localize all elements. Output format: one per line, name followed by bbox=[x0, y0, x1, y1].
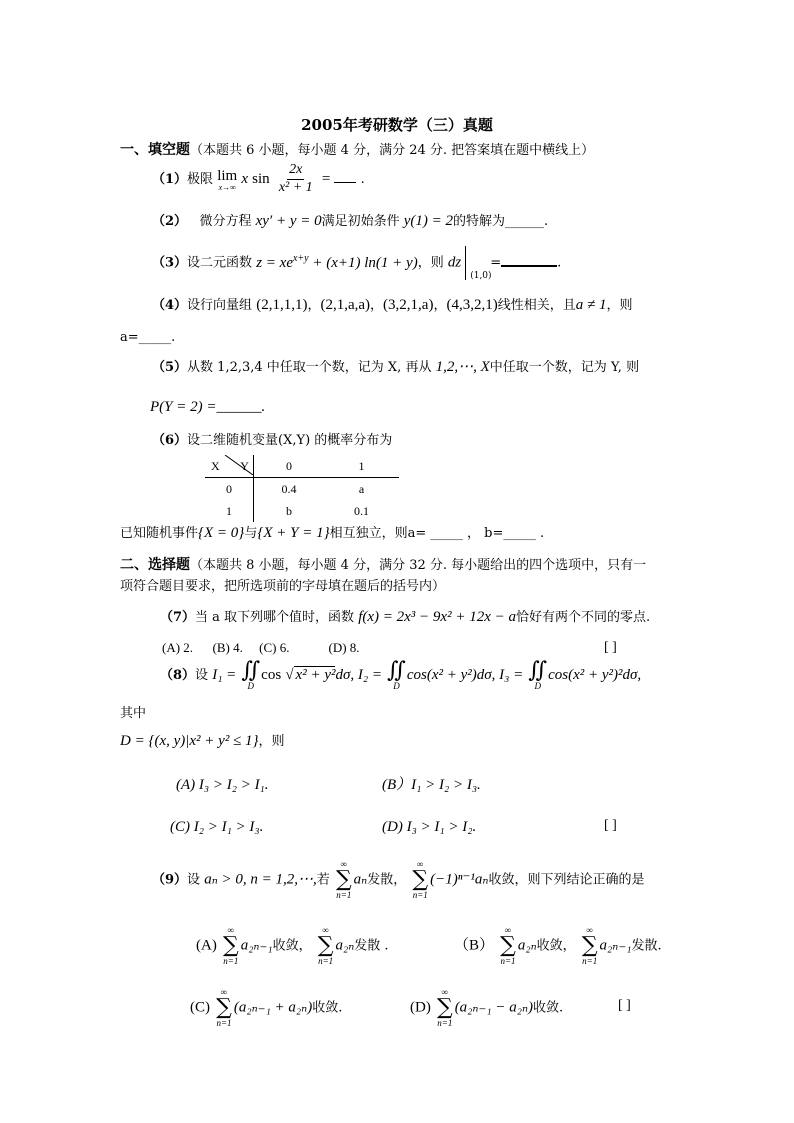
sum-bottom: n=1 bbox=[318, 956, 334, 966]
q8-answer-bracket[interactable]: [ ] bbox=[604, 818, 617, 833]
q9-label-c: (C) bbox=[190, 999, 210, 1016]
sigma-icon: ∑ bbox=[412, 867, 429, 892]
q5-text2: 中任取一个数，记为 Y, 则 bbox=[489, 360, 640, 375]
sum-bottom: n=1 bbox=[336, 890, 352, 900]
q9-a-series-2: a₂ₙ bbox=[335, 937, 355, 954]
q7-answer-bracket[interactable]: [ ] bbox=[604, 640, 617, 655]
q9-option-b[interactable] bbox=[454, 926, 662, 966]
q9-label-d: (D) bbox=[410, 999, 431, 1016]
q3-text1: 设二元函数 bbox=[187, 255, 253, 271]
q3-eval-bar bbox=[465, 246, 490, 280]
sum-top: ∞ bbox=[220, 987, 228, 997]
sigma-icon: ∑ bbox=[216, 995, 232, 1020]
q9-sum-c bbox=[216, 988, 232, 1028]
q7-option-d[interactable]: (D) 8. bbox=[328, 640, 360, 655]
q6-number: （6） bbox=[152, 433, 188, 448]
q3-number: （3） bbox=[152, 255, 188, 271]
row-label-0: 0 bbox=[205, 478, 254, 501]
q9-option-d[interactable] bbox=[410, 988, 563, 1028]
q9-text4: 收敛，则下列结论正确的是 bbox=[488, 872, 645, 888]
q9-sum-2 bbox=[412, 860, 428, 900]
sum-top: ∞ bbox=[586, 925, 593, 935]
q4-condition: a ≠ 1 bbox=[575, 297, 607, 313]
cell-1-0: b bbox=[286, 503, 292, 518]
q8-i3: cos(x² + y²)²dσ, bbox=[548, 667, 642, 683]
cell-0-0: 0.4 bbox=[281, 481, 297, 496]
double-integral-icon: ∬ bbox=[241, 658, 261, 683]
q3-answer-blank[interactable] bbox=[501, 265, 557, 267]
q1-lim-word: lim bbox=[217, 167, 238, 184]
q8-domain-set: D = {(x, y)|x² + y² ≤ 1} bbox=[120, 733, 259, 749]
q8-domain-def bbox=[120, 732, 285, 750]
q9-option-c[interactable] bbox=[190, 988, 342, 1028]
q9-a-series-1: a₂ₙ₋₁ bbox=[240, 937, 273, 954]
q1-fraction bbox=[277, 162, 315, 197]
q2-condition: y(1) = 2 bbox=[403, 213, 454, 229]
q9-b-text-2: 发散. bbox=[631, 938, 662, 954]
row-label-1: 1 bbox=[205, 500, 254, 522]
question-1 bbox=[152, 162, 365, 197]
q8-then: ，则 bbox=[258, 734, 285, 749]
q5-text: 从数 1,2,3,4 中任取一个数，记为 X, 再从 bbox=[187, 360, 432, 375]
q2-number: （2） bbox=[152, 214, 188, 229]
q8-sqrt-icon: √ bbox=[285, 667, 294, 683]
q2-text2: 满足初始条件 bbox=[321, 214, 400, 229]
q8-i1-tail: dσ, I₂ = bbox=[335, 667, 382, 683]
sum-top: ∞ bbox=[322, 925, 329, 935]
q5-answer-line: P(Y = 2) =______. bbox=[150, 399, 266, 415]
sigma-icon: ∑ bbox=[335, 867, 352, 892]
q9-sum-1 bbox=[336, 860, 352, 900]
q8-integral-2 bbox=[387, 660, 406, 691]
q9-option-a[interactable] bbox=[196, 926, 389, 966]
q8-option-b[interactable]: (B）I₁ > I₂ > I₃. bbox=[382, 777, 481, 793]
section2-desc-cont: 项符合题目要求，把所选项前的字母填在题后的括号内） bbox=[120, 579, 446, 594]
sum-top: ∞ bbox=[227, 925, 235, 935]
q9-answer-bracket[interactable]: [ ] bbox=[618, 998, 631, 1013]
q4-vector-3: (3,2,1,a) bbox=[383, 297, 434, 313]
q9-series-1: aₙ bbox=[353, 871, 368, 888]
sum-top: ∞ bbox=[340, 859, 347, 869]
q1-equals: = bbox=[321, 170, 331, 187]
question-6 bbox=[152, 433, 392, 449]
question-8 bbox=[160, 660, 641, 691]
q9-c-series: (a₂ₙ₋₁ + a₂ₙ) bbox=[233, 999, 313, 1016]
sum-bottom: n=1 bbox=[582, 956, 598, 966]
q2-equation: xy′ + y = 0 bbox=[255, 213, 322, 229]
sigma-icon: ∑ bbox=[581, 933, 598, 958]
double-integral-icon: ∬ bbox=[528, 658, 548, 683]
sum-bottom: n=1 bbox=[216, 1018, 232, 1028]
q1-answer-blank[interactable] bbox=[334, 182, 356, 183]
sum-bottom: n=1 bbox=[437, 1018, 453, 1028]
question-2 bbox=[152, 212, 548, 230]
q7-text: 当 a 取下列哪个值时，函数 bbox=[195, 610, 355, 625]
q8-i1-label: I₁ = bbox=[212, 667, 237, 683]
q3-func-exp: x+y bbox=[292, 252, 309, 264]
q7-function: f(x) = 2x³ − 9x² + 12x − a bbox=[358, 609, 516, 625]
q7-number: （7） bbox=[160, 610, 196, 625]
page-title: 2005年考研数学（三）真题 bbox=[301, 116, 493, 134]
question-3 bbox=[152, 246, 561, 280]
q8-option-c[interactable]: (C) I₂ > I₁ > I₃. bbox=[170, 819, 264, 835]
section1-desc: （本题共 6 小题，每小题 4 分，满分 24 分. 把答案填在题中横线上） bbox=[190, 143, 595, 158]
q3-func-a: z = xe bbox=[256, 254, 293, 271]
section1-title: 一、填空题 bbox=[120, 142, 190, 158]
question-5 bbox=[152, 358, 639, 376]
q3-text2: ，则 bbox=[417, 255, 444, 271]
sum-top: ∞ bbox=[504, 925, 512, 935]
q1-text: 极限 bbox=[187, 171, 214, 187]
q8-cos-1: cos bbox=[261, 667, 282, 683]
sigma-icon: ∑ bbox=[222, 933, 239, 958]
q3-func-b: + (x+1) ln(1 + y) bbox=[308, 254, 418, 271]
probability-table bbox=[205, 455, 399, 522]
sum-bottom: n=1 bbox=[223, 956, 239, 966]
q7-text2: 恰好有两个不同的零点. bbox=[515, 610, 651, 625]
q9-text: 设 bbox=[187, 872, 201, 888]
q9-d-series: (a₂ₙ₋₁ − a₂ₙ) bbox=[454, 999, 534, 1016]
q8-domain-3: D bbox=[534, 681, 541, 691]
corner-y: Y bbox=[240, 458, 249, 473]
q9-label-a: (A) bbox=[196, 937, 217, 954]
table-row bbox=[205, 500, 399, 522]
q8-option-d[interactable]: (D) I₃ > I₁ > I₂. bbox=[382, 819, 477, 835]
q7-options bbox=[162, 640, 360, 656]
q6-text: 设二维随机变量(X,Y) 的概率分布为 bbox=[187, 433, 393, 448]
q8-sqrt-content: x² + y² bbox=[295, 667, 336, 683]
q8-i2: cos(x² + y²)dσ, I₃ = bbox=[406, 667, 524, 683]
q7-option-a[interactable]: (A) 2. bbox=[162, 640, 194, 655]
q3-eq: = bbox=[490, 255, 502, 271]
q4-vector-4: (4,3,2,1) bbox=[446, 297, 498, 313]
q1-denominator: x² + 1 bbox=[278, 179, 313, 195]
q7-option-c[interactable]: (C) 6. bbox=[259, 640, 290, 655]
sum-top: ∞ bbox=[417, 859, 424, 869]
sigma-icon: ∑ bbox=[317, 933, 334, 958]
q8-where: 其中 bbox=[120, 706, 147, 721]
q9-text2: 若 bbox=[316, 872, 330, 888]
q4-text2: 线性相关，且 bbox=[497, 298, 576, 313]
table-header-row bbox=[205, 455, 399, 478]
col-header-0: 0 bbox=[254, 455, 325, 478]
q6-event-2: {X + Y = 1} bbox=[257, 525, 330, 541]
q1-sin: sin bbox=[252, 170, 270, 187]
q6-event-1: {X = 0} bbox=[198, 525, 245, 541]
q9-d-text: 收敛. bbox=[533, 1000, 564, 1016]
q9-sum-d bbox=[437, 988, 453, 1028]
q9-sum-b1 bbox=[500, 926, 516, 966]
q9-sum-a2 bbox=[318, 926, 334, 966]
q4-number: （4） bbox=[152, 298, 188, 313]
q9-c-text: 收敛. bbox=[312, 1000, 343, 1016]
q3-dz: dz bbox=[447, 254, 462, 271]
col-header-1: 1 bbox=[324, 455, 399, 478]
q9-label-b: （B） bbox=[454, 937, 495, 954]
q4-vector-1: (2,1,1,1) bbox=[256, 297, 308, 313]
double-integral-icon: ∬ bbox=[387, 658, 406, 683]
section1-heading bbox=[120, 142, 594, 159]
q9-a-text-1: 收敛， bbox=[272, 938, 312, 954]
sum-top: ∞ bbox=[441, 987, 449, 997]
q5-sequence: 1,2,⋯, X bbox=[435, 359, 490, 375]
q6-with: 与 bbox=[244, 526, 258, 541]
table-corner bbox=[205, 455, 254, 478]
q8-domain-1: D bbox=[247, 681, 255, 691]
sigma-icon: ∑ bbox=[436, 995, 453, 1020]
q3-point: (1,0) bbox=[470, 271, 492, 282]
q9-text3: 发散， bbox=[367, 872, 407, 888]
q2-text1: 微分方程 bbox=[199, 214, 252, 229]
q4-text3: ，则 bbox=[606, 298, 633, 313]
q8-number: （8） bbox=[160, 668, 196, 683]
q1-limit bbox=[217, 167, 237, 193]
q9-sum-b2 bbox=[582, 926, 598, 966]
q1-tail: . bbox=[360, 171, 365, 187]
q9-condition: aₙ > 0, n = 1,2,⋯, bbox=[204, 871, 317, 888]
q4-vector-2: (2,1,a,a) bbox=[320, 297, 371, 313]
section2-desc: （本题共 8 小题，每小题 4 分，满分 32 分. 每小题给出的四个选项中，只有一 bbox=[190, 558, 647, 573]
q6-statement bbox=[120, 524, 544, 542]
q9-b-series-1: a₂ₙ bbox=[517, 937, 537, 954]
q9-sum-a1 bbox=[223, 926, 239, 966]
sum-bottom: n=1 bbox=[500, 956, 516, 966]
q6-after: 已知随机事件 bbox=[120, 526, 199, 541]
section2-title: 二、选择题 bbox=[120, 557, 190, 573]
q1-lim-sub: x→∞ bbox=[218, 182, 236, 192]
q8-integral-3 bbox=[528, 660, 547, 691]
q8-option-a[interactable]: (A) I₃ > I₂ > I₁. bbox=[176, 777, 269, 793]
q6-after2: 相互独立，则a= _____ ， b=_____ . bbox=[329, 526, 545, 541]
q7-option-b[interactable]: (B) 4. bbox=[212, 640, 243, 655]
q1-number: （1） bbox=[152, 171, 188, 187]
corner-x: X bbox=[211, 458, 220, 473]
sigma-icon: ∑ bbox=[500, 933, 516, 958]
q8-text: 设 bbox=[195, 668, 209, 683]
q9-b-text-1: 收敛， bbox=[536, 938, 576, 954]
q1-numerator: 2x bbox=[287, 162, 304, 180]
q9-b-series-2: a₂ₙ₋₁ bbox=[599, 937, 632, 954]
q8-integral-1 bbox=[241, 660, 260, 691]
q9-series-2: (−1)ⁿ⁻¹aₙ bbox=[430, 871, 489, 888]
q4-answer-line: a=_____. bbox=[120, 330, 176, 345]
q3-function bbox=[256, 252, 418, 271]
q9-a-text-2: 发散 . bbox=[354, 938, 389, 954]
q9-number: （9） bbox=[152, 872, 188, 888]
table-row bbox=[205, 478, 399, 501]
q3-end: . bbox=[557, 255, 562, 271]
cell-1-1: 0.1 bbox=[354, 503, 369, 518]
question-4: （4）设行向量组 (2,1,1,1)，(2,1,a,a)，(3,2,1,a)，(4,3,2,1)线性相关，且a ≠ 1，则 bbox=[152, 297, 633, 313]
q5-number: （5） bbox=[152, 360, 188, 375]
q4-text: 设行向量组 bbox=[187, 298, 253, 313]
question-7 bbox=[160, 608, 650, 626]
sum-bottom: n=1 bbox=[412, 890, 428, 900]
section2-heading bbox=[120, 557, 646, 574]
q2-text3: 的特解为______. bbox=[453, 214, 549, 229]
cell-0-1: a bbox=[358, 481, 365, 496]
q8-domain-2: D bbox=[393, 681, 400, 691]
q1-x: x bbox=[241, 170, 249, 187]
question-9 bbox=[152, 860, 644, 900]
